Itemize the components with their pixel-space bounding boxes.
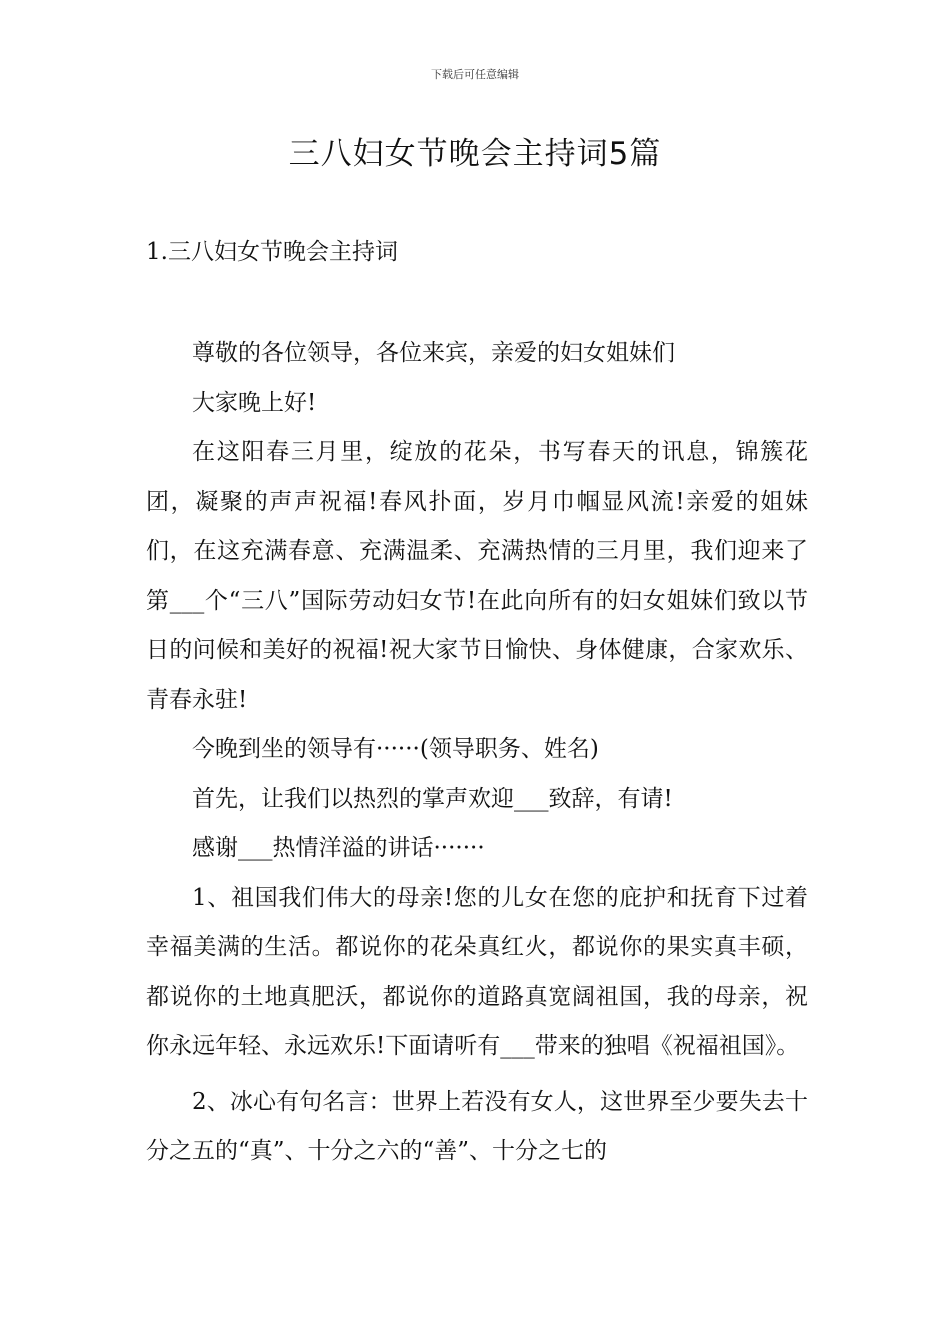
header-note: 下载后可任意编辑 bbox=[431, 68, 519, 81]
paragraph-welcome-speech: 首先，让我们以热烈的掌声欢迎___致辞，有请! bbox=[192, 785, 673, 812]
document-title: 三八妇女节晚会主持词5篇 bbox=[288, 136, 662, 172]
paragraph-spring-blessing: 在这阳春三月里，绽放的花朵，书写春天的讯息，锦簇花团，凝聚的声声祝福!春风扑面，岁月巾帼显风流!亲爱的姐妹们，在这充满春意、充满温柔、充满热情的三月里，我们迎来了第___个“三八”国际劳动妇女节!在此向所有的妇女姐妹们致以节日的问候和美好的祝福!祝大家节日愉快、身体健康，合家欢乐、青春永驻! bbox=[146, 439, 808, 713]
paragraph-greeting: 尊敬的各位领导，各位来宾，亲爱的妇女姐妹们 bbox=[192, 340, 675, 366]
paragraph-motherland: 1、祖国我们伟大的母亲!您的儿女在您的庇护和抚育下过着幸福美满的生活。都说你的花朵真红火，都说你的果实真丰硕，都说你的土地真肥沃，都说你的道路真宽阔祖国，我的母亲，祝你永远年轻、永远欢乐!下面请听有___带来的独唱《祝福祖国》。 bbox=[146, 884, 808, 1059]
paragraph-good-evening: 大家晚上好! bbox=[192, 389, 317, 416]
section-heading: 1.三八妇女节晚会主持词 bbox=[146, 239, 398, 265]
paragraph-bingxin-quote: 2、冰心有句名言：世界上若没有女人，这世界至少要失去十分之五的“真”、十分之六的“善”、十分之七的 bbox=[146, 1088, 808, 1164]
document-body bbox=[146, 329, 808, 1177]
paragraph-thanks: 感谢___热情洋溢的讲话······· bbox=[192, 835, 485, 861]
paragraph-leaders-present: 今晚到坐的领导有······(领导职务、姓名) bbox=[192, 736, 599, 762]
